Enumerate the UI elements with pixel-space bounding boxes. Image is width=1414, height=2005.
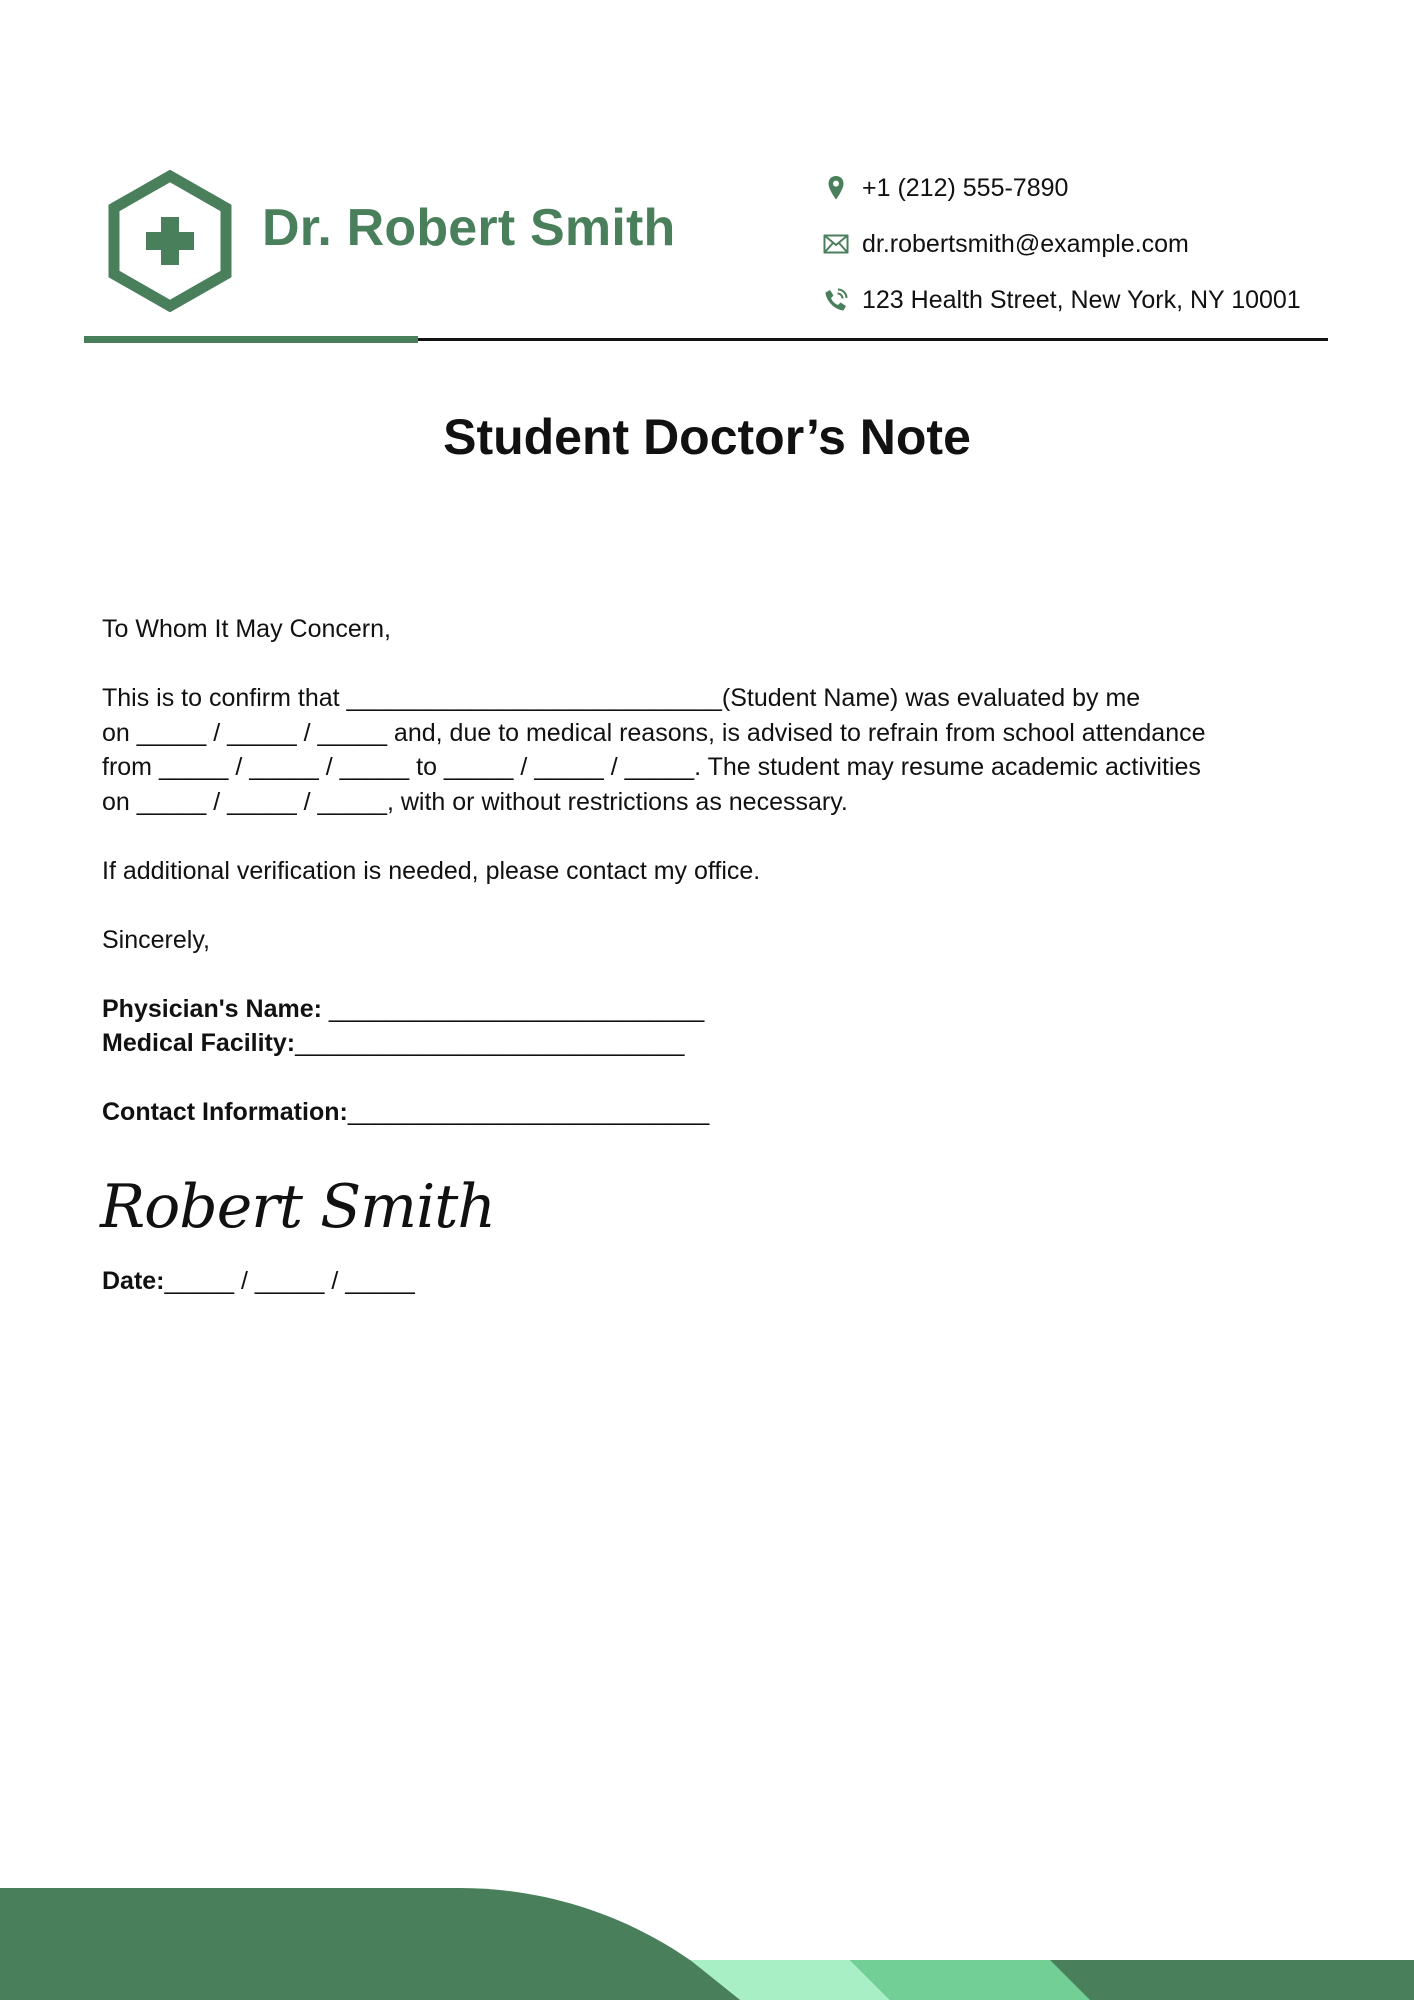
location-pin-icon (822, 174, 850, 202)
physician-name-label: Physician's Name: (102, 994, 322, 1023)
logo (105, 170, 235, 312)
medical-facility-blank: ____________________________ (295, 1029, 685, 1057)
medical-cross-icon (146, 217, 194, 265)
date-label: Date: (102, 1267, 165, 1295)
contact-information-blank: __________________________ (347, 1098, 710, 1126)
salutation: To Whom It May Concern, (102, 615, 391, 643)
footer-decoration (0, 1880, 1414, 2000)
closing: Sincerely, (102, 925, 210, 954)
phone-icon (822, 286, 850, 314)
letter-line: from _____ / _____ / _____ to _____ / _____ / _____. The student may resume academic activities (102, 753, 1201, 781)
contact-information-label: Contact Information: (102, 1098, 348, 1126)
date-field (102, 1267, 415, 1296)
envelope-icon (822, 230, 850, 258)
contact-phone-row (822, 160, 1301, 216)
verification-line: If additional verification is needed, please contact my office. (102, 856, 761, 885)
date-blank: _____ / _____ / _____ (164, 1267, 415, 1295)
header-divider-accent (84, 336, 418, 343)
physician-name-blank: ___________________________ (321, 994, 705, 1023)
letter-line: on _____ / _____ / _____ and, due to medical reasons, is advised to refrain from school attendance (102, 718, 1206, 747)
contact-information-field (102, 1095, 1342, 1130)
doctor-name: Dr. Robert Smith (262, 199, 676, 257)
contact-block (822, 160, 1301, 328)
signature: Robert Smith (100, 1172, 496, 1242)
page-title: Student Doctor’s Note (443, 409, 971, 465)
letter-body (102, 612, 1342, 1130)
contact-address: 123 Health Street, New York, NY 10001 (862, 285, 1301, 314)
physician-name-field (102, 992, 1342, 1027)
contact-email-row (822, 216, 1301, 272)
letter-line: This is to confirm that ___________________________(Student Name) was evaluated by me (102, 684, 1141, 712)
letter-line: on _____ / _____ / _____, with or without restrictions as necessary. (102, 787, 848, 816)
contact-phone: +1 (212) 555-7890 (862, 173, 1069, 202)
contact-email[interactable]: dr.robertsmith@example.com (862, 229, 1189, 258)
contact-address-row (822, 272, 1301, 328)
medical-facility-field (102, 1026, 1342, 1061)
medical-facility-label: Medical Facility: (102, 1029, 296, 1057)
